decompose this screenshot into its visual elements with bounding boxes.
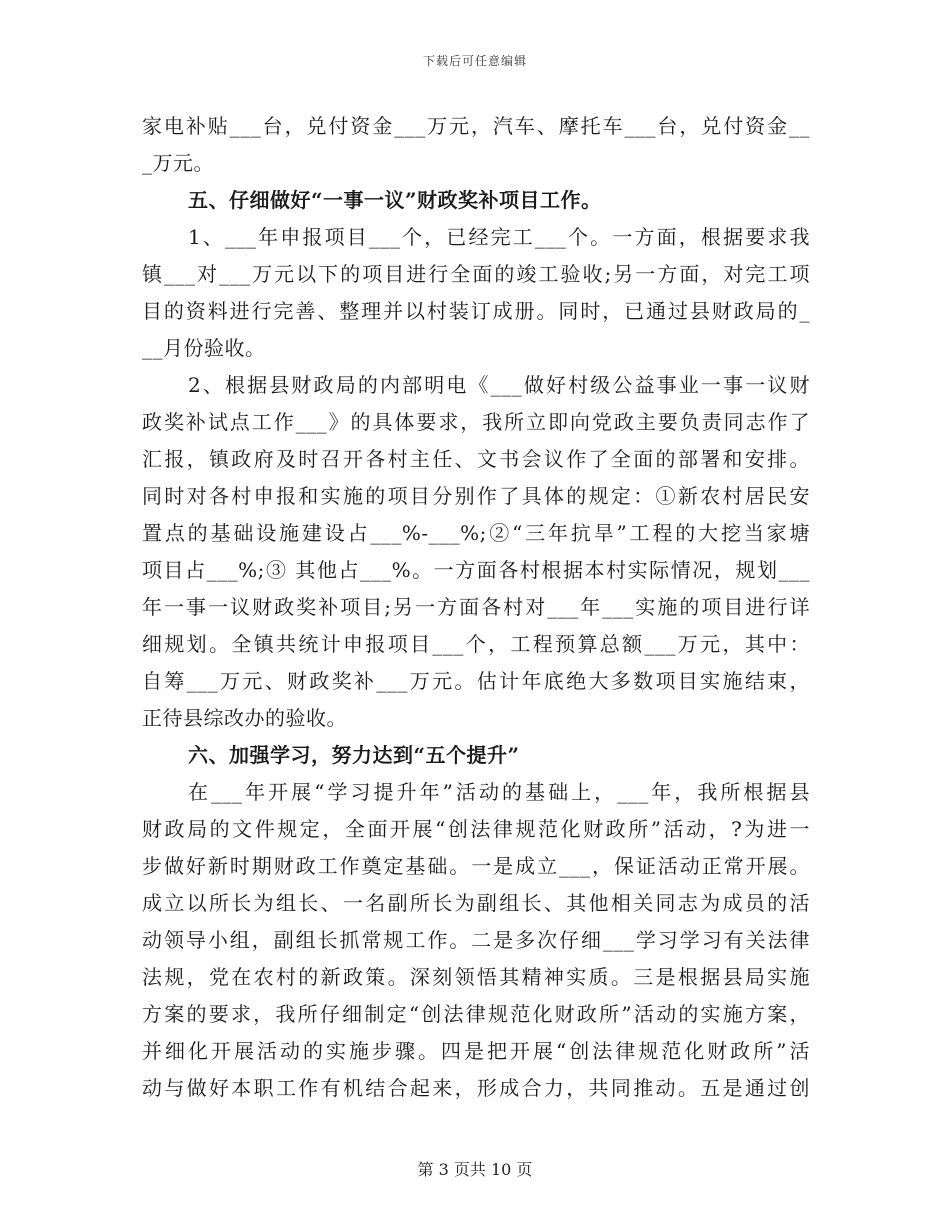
text-line: 镇___对___万元以下的项目进行全面的竣工验收;另一方面，对完工项 [142,262,810,286]
text-line: 项目占___%;③ 其他占___%。一方面各村根据本村实际情况，规划___ [142,558,810,582]
section-heading: 五、仔细做好“一事一议”财政奖补项目工作。 [188,188,602,212]
text-line: 细规划。全镇共统计申报项目___个，工程预算总额___万元，其中： [142,632,810,656]
text-line: 正待县综改办的验收。 [142,706,347,730]
text-line: 财政局的文件规定，全面开展“创法律规范化财政所”活动，?为进一 [142,817,810,841]
text-line: 动领导小组，副组长抓常规工作。二是多次仔细___学习学习有关法律 [142,928,810,952]
text-line: 自筹___万元、财政奖补___万元。估计年底绝大多数项目实施结束， [142,669,810,693]
text-line: _万元。 [142,151,214,175]
page-header: 下载后可任意编辑 [422,54,527,68]
text-line: __月份验收。 [142,336,266,360]
text-line: 步做好新时期财政工作奠定基础。一是成立___，保证活动正常开展。 [142,854,810,878]
text-line: 动与做好本职工作有机结合起来，形成合力，共同推动。五是通过创 [142,1076,810,1100]
text-line: 目的资料进行完善、整理并以村装订成册。同时，已通过县财政局的_ [142,299,810,323]
text-line: 方案的要求，我所仔细制定“创法律规范化财政所”活动的实施方案， [142,1002,810,1026]
text-line: 同时对各村申报和实施的项目分别作了具体的规定：①新农村居民安 [142,484,810,508]
document-body [142,108,810,1107]
text-line: 家电补贴___台，兑付资金___万元，汽车、摩托车___台，兑付资金__ [142,114,810,138]
text-line: 法规，党在农村的新政策。深刻领悟其精神实质。三是根据县局实施 [142,965,810,989]
text-line: 汇报，镇政府及时召开各村主任、文书会议作了全面的部署和安排。 [142,447,810,471]
text-line: 1、___年申报项目___个，已经完工___个。一方面，根据要求我 [188,225,810,249]
text-line: 成立以所长为组长、一名副所长为副组长、其他相关同志为成员的活 [142,891,810,915]
text-line: 年一事一议财政奖补项目;另一方面各村对___年___实施的项目进行详 [142,595,810,619]
page-footer: 第 3 页共 10 页 [417,1160,533,1179]
section-heading: 六、加强学习，努力达到“五个提升” [188,743,520,767]
text-line: 在___年开展“学习提升年”活动的基础上，___年，我所根据县 [188,780,810,804]
text-line: 2、根据县财政局的内部明电《___做好村级公益事业一事一议财 [188,373,810,397]
text-line: 并细化开展活动的实施步骤。四是把开展“创法律规范化财政所”活 [142,1039,810,1063]
text-line: 政奖补试点工作___》的具体要求，我所立即向党政主要负责同志作了 [142,410,810,434]
text-line: 置点的基础设施建设占___%-___%;②“三年抗旱”工程的大挖当家塘 [142,521,810,545]
